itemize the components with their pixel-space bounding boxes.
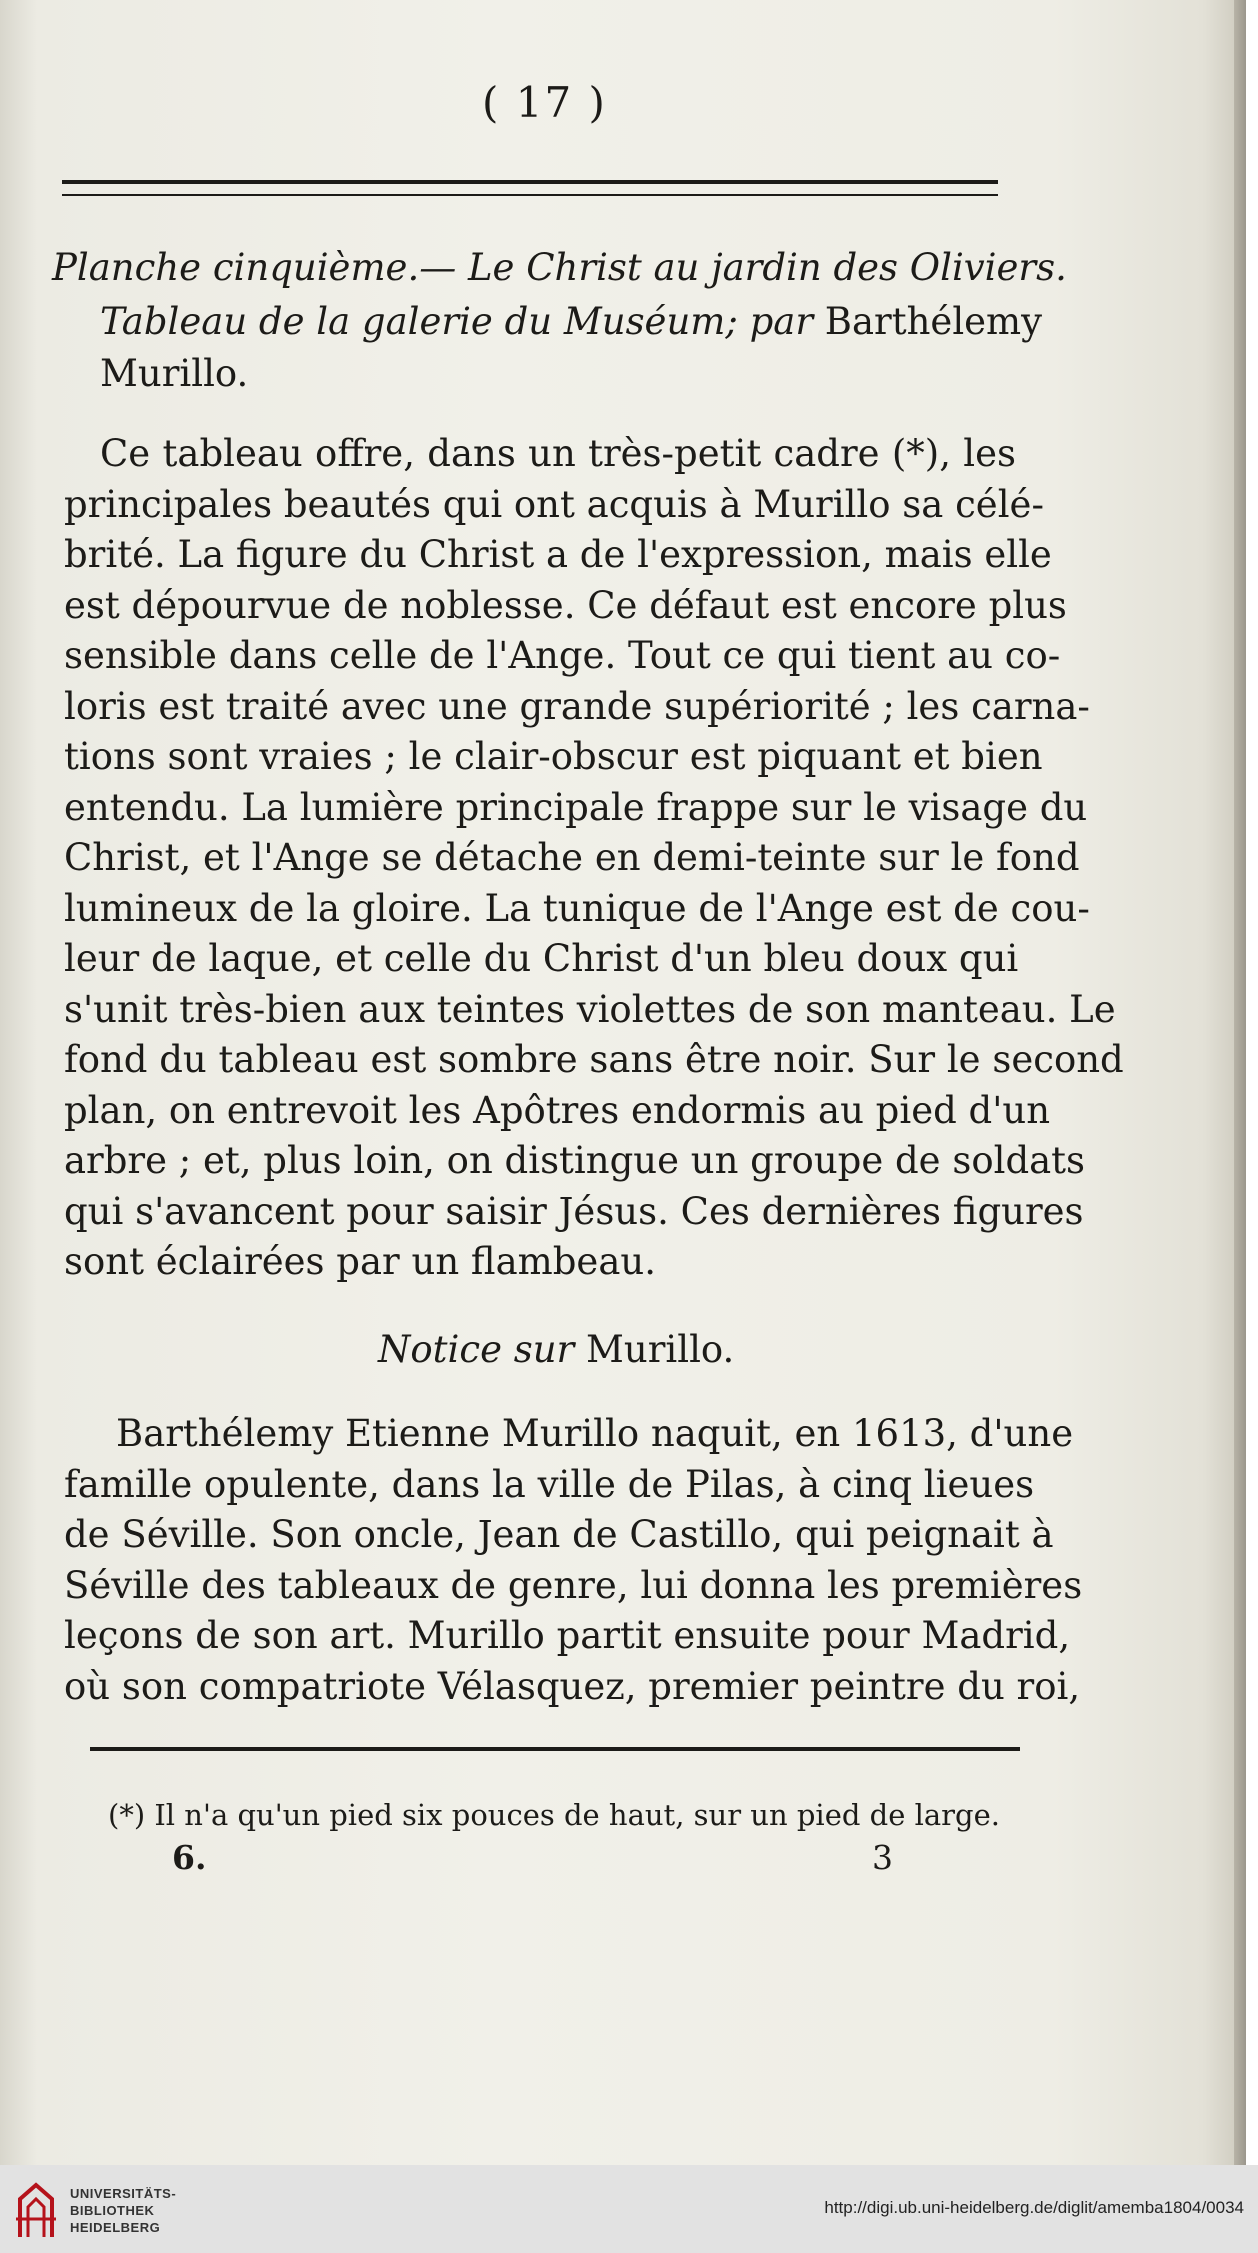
- plate-heading-line2-italic: Tableau de la galerie du Muséum; par: [100, 300, 814, 343]
- description-line: entendu. La lumière principale frappe sur le visage du: [64, 785, 1088, 829]
- biography-line: leçons de son art. Murillo partit ensuite pour Madrid,: [64, 1614, 1071, 1657]
- notice-title-roman: Murillo.: [574, 1328, 735, 1371]
- description-line: sensible dans celle de l'Ange. Tout ce qui tient au co-: [64, 634, 1061, 677]
- biography-line: Barthélemy Etienne Murillo naquit, en 1613, d'une: [116, 1412, 1074, 1455]
- description-line: brité. La figure du Christ a de l'expression, mais elle: [64, 533, 1052, 576]
- page-number: ( 17 ): [482, 78, 607, 127]
- notice-title: [378, 1328, 734, 1371]
- description-line: leur de laque, et celle du Christ d'un bleu doux qui: [64, 937, 1019, 980]
- description-line: loris est traité avec une grande supériorité ; les carna-: [64, 684, 1090, 728]
- biography-line: de Séville. Son oncle, Jean de Castillo, qui peignait à: [64, 1513, 1054, 1556]
- description-line: Ce tableau offre, dans un très-petit cadre (*), les: [100, 432, 1016, 475]
- plate-heading-line3: Murillo.: [100, 352, 249, 395]
- plate-heading-line2-roman: Barthélemy: [813, 300, 1043, 343]
- description-line: lumineux de la gloire. La tunique de l'Ange est de cou-: [64, 886, 1090, 930]
- notice-title-italic: Notice sur: [378, 1328, 575, 1371]
- university-library-logo-icon: [12, 2179, 60, 2241]
- signature-mark-left: 6.: [172, 1838, 207, 1877]
- library-logo-text: [70, 2185, 176, 2236]
- plate-heading-line1: Planche cinquième.— Le Christ au jardin des Oliviers.: [52, 246, 1067, 289]
- logo-line-1: UNIVERSITÄTS-: [70, 2186, 177, 2201]
- description-line: arbre ; et, plus loin, on distingue un groupe de soldats: [64, 1139, 1086, 1182]
- logo-line-2: BIBLIOTHEK: [70, 2203, 155, 2218]
- footnote-rule: [90, 1747, 1020, 1751]
- logo-line-3: HEIDELBERG: [70, 2220, 161, 2235]
- biography-line: Séville des tableaux de genre, lui donna les premières: [64, 1563, 1083, 1607]
- description-line: s'unit très-bien aux teintes violettes de son manteau. Le: [64, 987, 1116, 1031]
- description-line: plan, on entrevoit les Apôtres endormis au pied d'un: [64, 1088, 1051, 1132]
- top-rule-thick: [62, 180, 998, 184]
- footnote: (*) Il n'a qu'un pied six pouces de haut, sur un pied de large.: [108, 1798, 1000, 1832]
- description-line: qui s'avancent pour saisir Jésus. Ces dernières figures: [64, 1189, 1084, 1233]
- plate-heading-line2: [100, 300, 1042, 343]
- description-line: Christ, et l'Ange se détache en demi-teinte sur le fond: [64, 836, 1080, 879]
- description-line: fond du tableau est sombre sans être noir. Sur le second: [64, 1038, 1124, 1081]
- description-line: principales beautés qui ont acquis à Murillo sa célé-: [64, 482, 1044, 526]
- signature-mark-right: 3: [872, 1838, 893, 1877]
- library-footer: [0, 2165, 1258, 2253]
- description-line: sont éclairées par un flambeau.: [64, 1240, 656, 1283]
- page-edge-shadow: [1234, 0, 1246, 2165]
- description-line: tions sont vraies ; le clair-obscur est piquant et bien: [64, 735, 1043, 778]
- top-rule-thin: [62, 194, 998, 196]
- biography-line: famille opulente, dans la ville de Pilas, à cinq lieues: [64, 1462, 1035, 1506]
- description-line: est dépourvue de noblesse. Ce défaut est encore plus: [64, 583, 1067, 627]
- permalink-url[interactable]: http://digi.ub.uni-heidelberg.de/diglit/amemba1804/0034: [824, 2198, 1244, 2217]
- biography-line: où son compatriote Vélasquez, premier peintre du roi,: [64, 1664, 1081, 1708]
